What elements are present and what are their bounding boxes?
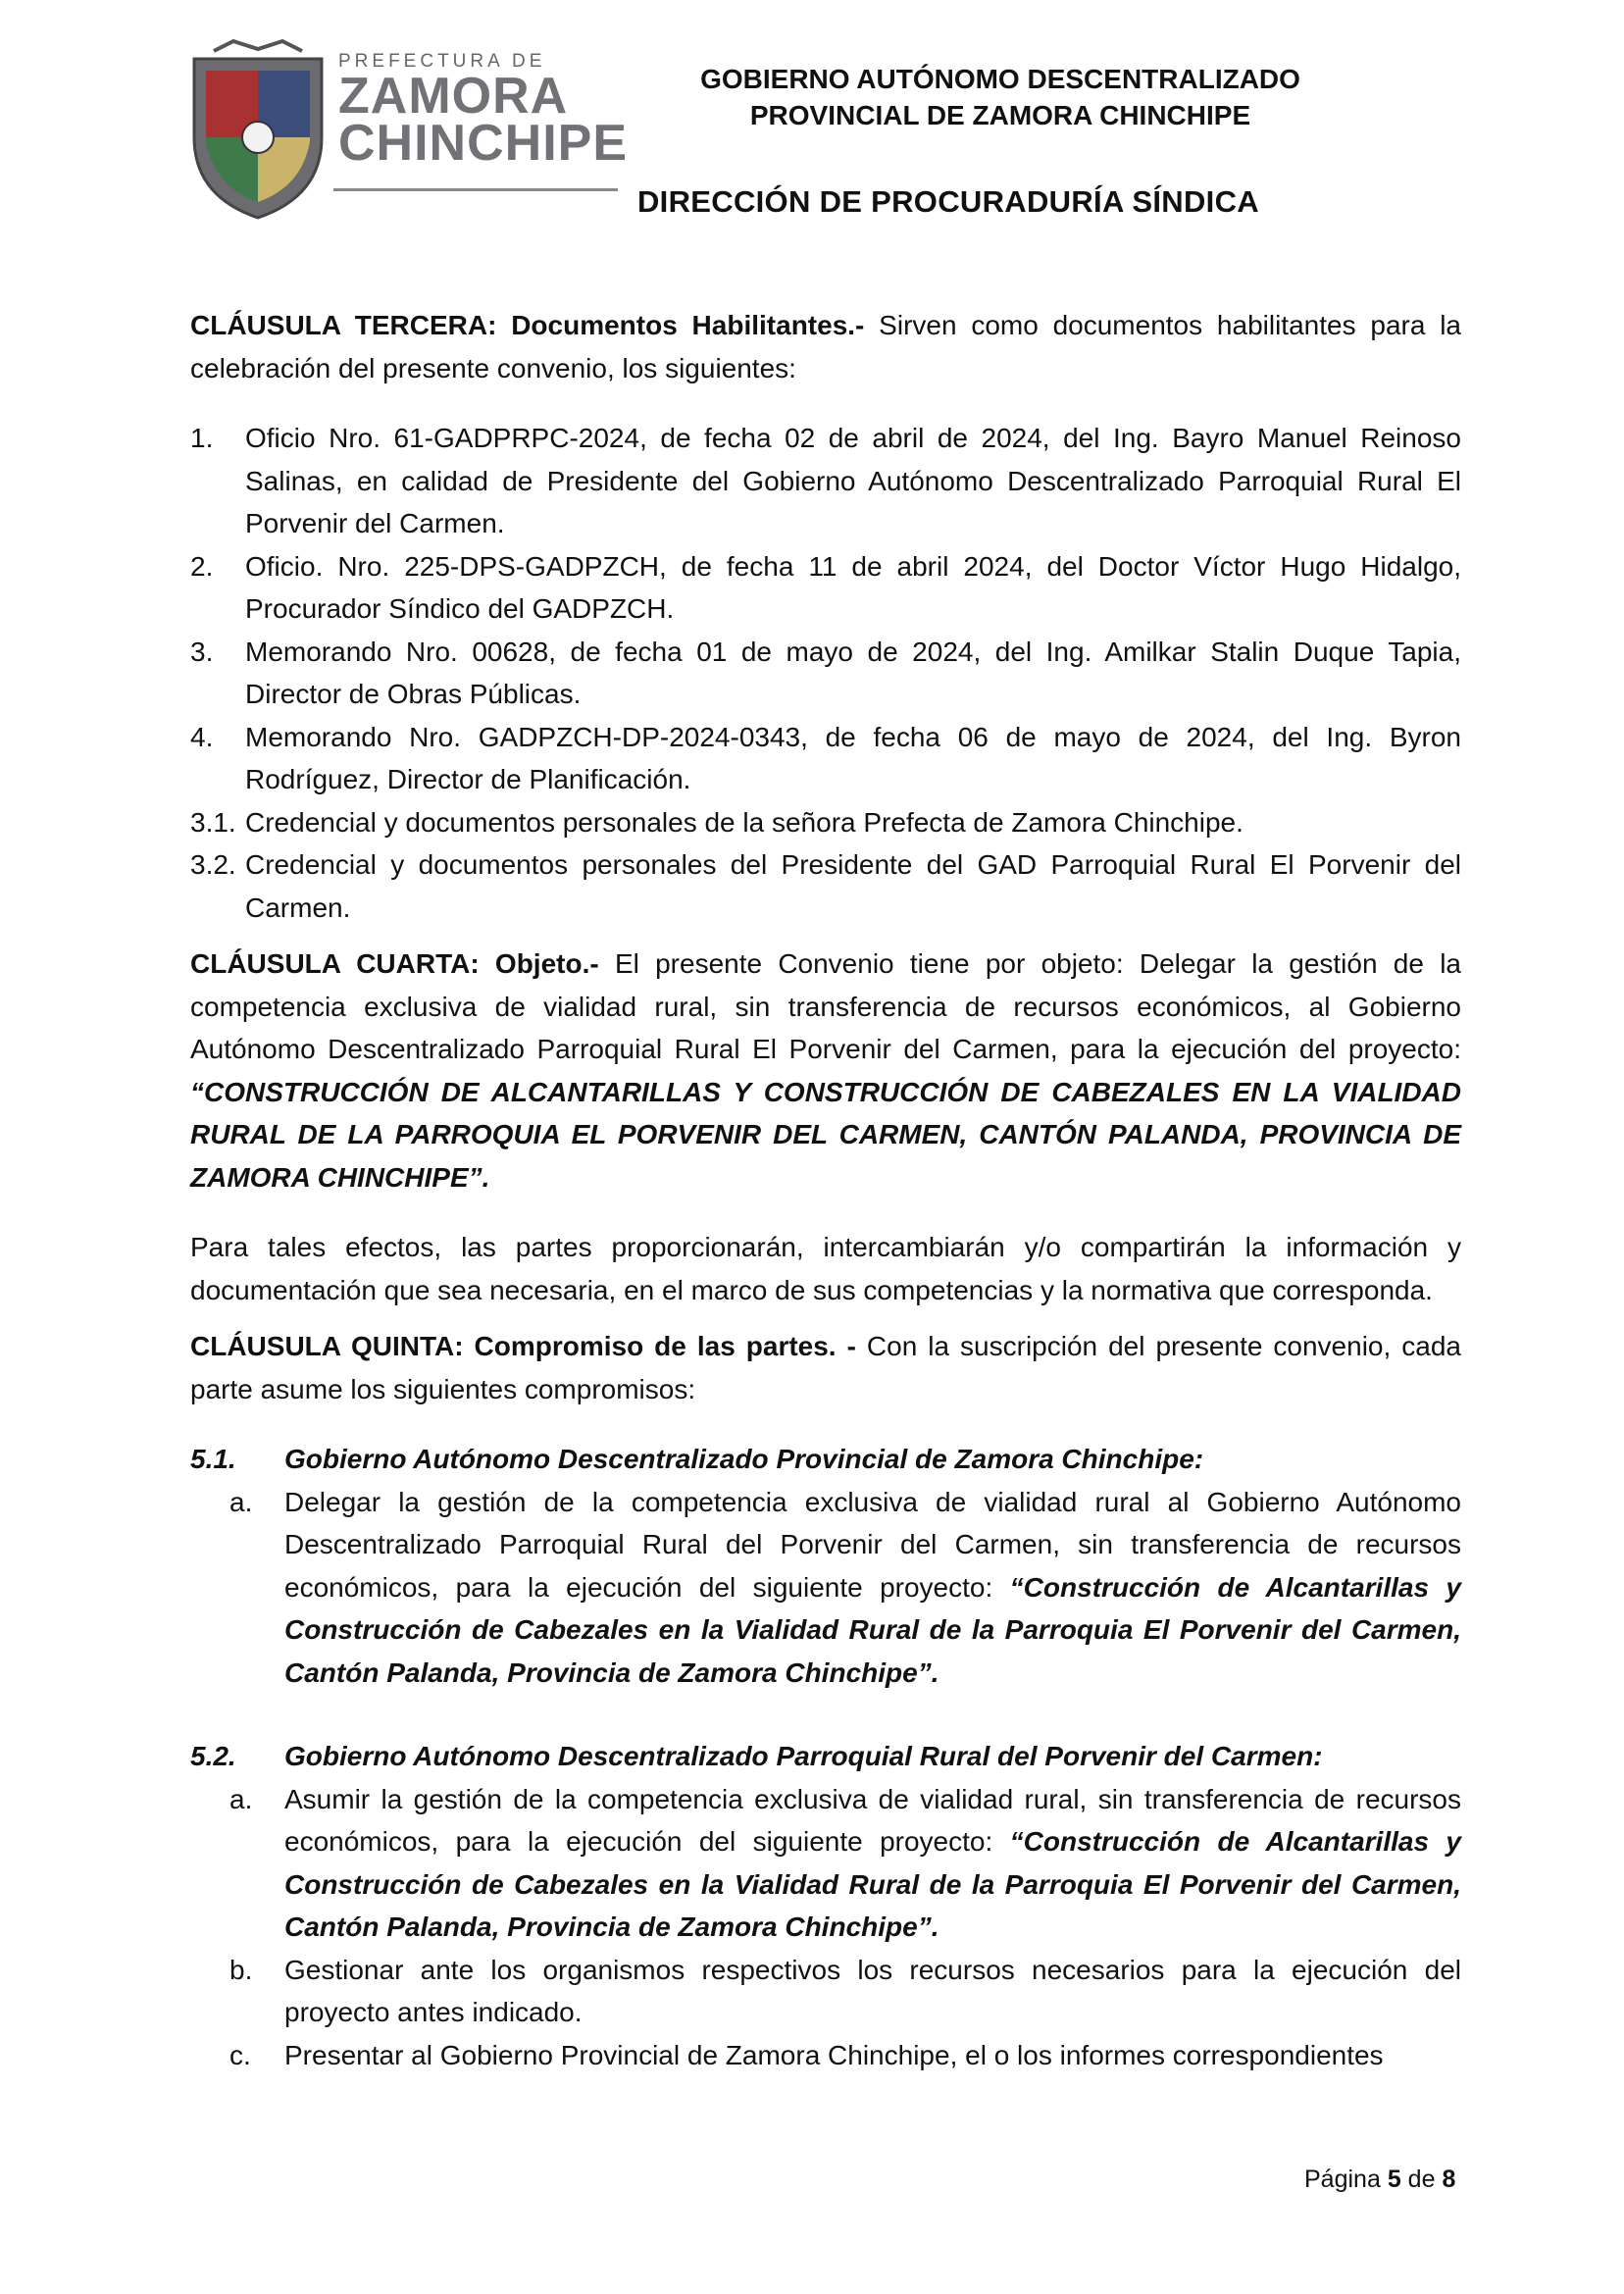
section-number: 5.2.: [190, 1741, 236, 1771]
list-number: 2.: [190, 550, 214, 582]
list-item: [190, 716, 1461, 801]
logo-divider: [333, 188, 618, 191]
list-letter: a.: [229, 1486, 253, 1517]
list-item: [190, 545, 1461, 631]
clausula-tercera-heading: CLÁUSULA TERCERA: Documentos Habilitantes.-: [190, 310, 865, 340]
clausula-quinta: [190, 1325, 1461, 1410]
logo-line-2: CHINCHIPE: [338, 115, 629, 172]
clausula-tercera-text: Sirven como documentos habilitantes para la celebración del presente convenio, los siguientes:: [190, 310, 1461, 383]
list-text: Credencial y documentos personales de la señora Prefecta de Zamora Chinchipe.: [245, 806, 1243, 838]
clausula-quinta-heading: CLÁUSULA QUINTA: Compromiso de las partes. -: [190, 1331, 856, 1361]
logo-line-1: ZAMORA: [338, 68, 569, 125]
section-title: Gobierno Autónomo Descentralizado Provincial de Zamora Chinchipe:: [284, 1444, 1204, 1474]
clausula-cuarta-paragraph-2: Para tales efectos, las partes proporcionarán, intercambiarán y/o compartirán la información y documentación que sea necesaria, en el marco de sus competencias y la normativa que corresponda.: [190, 1232, 1461, 1305]
list-letter: a.: [229, 1783, 253, 1814]
list-number: 3.: [190, 636, 214, 667]
list-number: 4.: [190, 721, 214, 752]
document-body: [190, 304, 1461, 2076]
page-label: Página: [1304, 2166, 1381, 2193]
total-pages: 8: [1442, 2166, 1456, 2193]
clausula-cuarta-project: “CONSTRUCCIÓN DE ALCANTARILLAS Y CONSTRUCCIÓN DE CABEZALES EN LA VIALIDAD RURAL DE LA PARROQUIA EL PORVENIR DEL CARMEN, CANTÓN PALANDA, PROVINCIA DE ZAMORA CHINCHIPE”.: [190, 1076, 1461, 1193]
list-item: [190, 1949, 1461, 2034]
clausula-cuarta-heading: CLÁUSULA CUARTA: Objeto.-: [190, 948, 599, 979]
list-item: [190, 631, 1461, 716]
page-number: [1304, 2166, 1455, 2194]
list-letter: c.: [229, 2039, 251, 2070]
list-item: [190, 1481, 1461, 1695]
list-item: [190, 417, 1461, 545]
list-text: Gestionar ante los organismos respectivos los recursos necesarios para la ejecución del proyecto antes indicado.: [284, 1954, 1461, 2027]
prefecture-shield-logo: [184, 39, 331, 221]
list-text: Memorando Nro. 00628, de fecha 01 de mayo de 2024, del Ing. Amilkar Stalin Duque Tapia, Director de Obras Públicas.: [245, 636, 1461, 709]
list-text: Delegar la gestión de la competencia exclusiva de vialidad rural al Gobierno Autónomo Descentralizado Parroquial Rural del Porvenir del Carmen, sin transferencia de recursos económicos, para la ejecución del siguiente proyecto:: [284, 1486, 1461, 1603]
list-text: Asumir la gestión de la competencia exclusiva de vialidad rural, sin transferencia de recursos económicos, para la ejecución del siguiente proyecto:: [284, 1783, 1461, 1857]
section-5-2-heading: [190, 1735, 1461, 1778]
organization-title: [628, 61, 1373, 133]
clausula-cuarta: [190, 943, 1461, 1198]
list-number: 3.2.: [190, 849, 236, 880]
current-page: 5: [1387, 2166, 1401, 2193]
logo-small-text: PREFECTURA DE: [338, 51, 546, 72]
clausula-quinta-text: Con la suscripción del presente convenio, cada parte asume los siguientes compromisos:: [190, 1331, 1461, 1404]
list-letter: b.: [229, 1954, 253, 1985]
list-project: “Construcción de Alcantarillas y Construcción de Cabezales en la Vialidad Rural de la Parroquia El Porvenir del Carmen, Cantón Palanda, Provincia de Zamora Chinchipe”.: [284, 1826, 1461, 1942]
section-title: Gobierno Autónomo Descentralizado Parroquial Rural del Porvenir del Carmen:: [284, 1741, 1323, 1771]
org-line-2: PROVINCIAL DE ZAMORA CHINCHIPE: [749, 100, 1251, 130]
list-project: “Construcción de Alcantarillas y Construcción de Cabezales en la Vialidad Rural de la Parroquia El Porvenir del Carmen, Cantón Palanda, Provincia de Zamora Chinchipe”.: [284, 1571, 1461, 1688]
department-title: DIRECCIÓN DE PROCURADURÍA SÍNDICA: [637, 184, 1259, 219]
logo-wordmark: [338, 51, 629, 172]
section-number: 5.1.: [190, 1444, 236, 1474]
list-item: [190, 843, 1461, 929]
list-text: Oficio Nro. 61-GADPRPC-2024, de fecha 02 de abril de 2024, del Ing. Bayro Manuel Reinoso Salinas, en calidad de Presidente del Gobierno Autónomo Descentralizado Parroquial Rural El Porvenir del Carmen.: [245, 423, 1461, 538]
page-of-label: de: [1407, 2166, 1436, 2193]
org-line-1: GOBIERNO AUTÓNOMO DESCENTRALIZADO: [700, 64, 1300, 94]
clausula-tercera-intro: [190, 304, 1461, 389]
list-text: Memorando Nro. GADPZCH-DP-2024-0343, de fecha 06 de mayo de 2024, del Ing. Byron Rodríguez, Director de Planificación.: [245, 721, 1461, 794]
list-number: 1.: [190, 423, 214, 453]
list-text: Oficio. Nro. 225-DPS-GADPZCH, de fecha 11 de abril 2024, del Doctor Víctor Hugo Hidalgo, Procurador Síndico del GADPZCH.: [245, 550, 1461, 624]
list-item: [190, 2034, 1461, 2077]
list-item: [190, 1778, 1461, 1949]
document-header: [0, 0, 1624, 255]
clausula-cuarta-text: El presente Convenio tiene por objeto: Delegar la gestión de la competencia exclusiva de vialidad rural, sin transferencia de recursos económicos, al Gobierno Autónomo Descentralizado Parroquial Rural El Porvenir del Carmen, para la ejecución del proyecto:: [190, 948, 1461, 1064]
list-number: 3.1.: [190, 806, 236, 838]
list-item: [190, 801, 1461, 844]
list-text: Credencial y documentos personales del Presidente del GAD Parroquial Rural El Porvenir del Carmen.: [245, 849, 1461, 923]
list-text: Presentar al Gobierno Provincial de Zamora Chinchipe, el o los informes correspondientes: [284, 2039, 1384, 2070]
section-5-1-heading: [190, 1438, 1461, 1481]
